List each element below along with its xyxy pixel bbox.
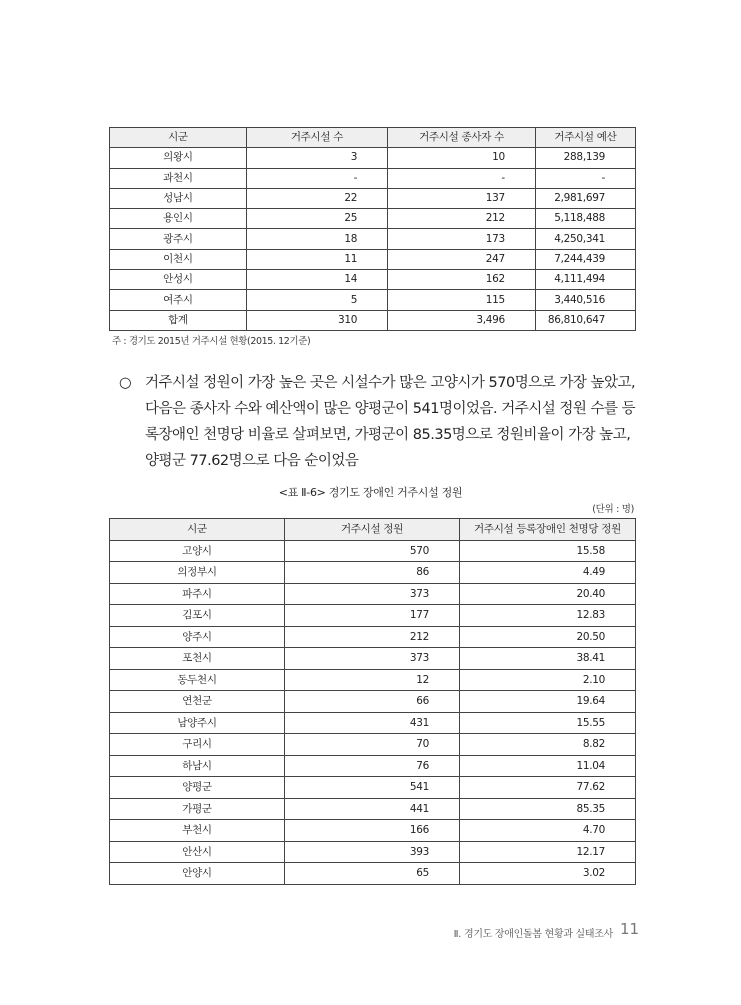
table-cell: 137 [388,188,536,208]
table-cell: 70 [285,734,460,756]
table-cell: 115 [388,290,536,310]
table-row [110,540,636,562]
table-row [110,712,636,734]
table-cell: 177 [285,605,460,627]
table-cell: 고양시 [110,540,285,562]
table-cell: 373 [285,583,460,605]
table-cell: 20.50 [460,626,636,648]
table-cell: 85.35 [460,798,636,820]
table-cell: 38.41 [460,648,636,670]
table-cell: 19.64 [460,691,636,713]
table-cell: 구리시 [110,734,285,756]
table-cell: 66 [285,691,460,713]
column-header: 거주시설 수 [246,128,387,148]
column-header: 거주시설 예산 [535,128,635,148]
table-row [110,229,636,249]
table-cell: 373 [285,648,460,670]
table-cell: 3,496 [388,310,536,330]
table-cell: 양주시 [110,626,285,648]
column-header: 거주시설 종사자 수 [388,128,536,148]
table-cell: 20.40 [460,583,636,605]
table-row [110,209,636,229]
table-cell: 합계 [110,310,247,330]
table-cell: 용인시 [110,209,247,229]
table-cell: 성남시 [110,188,247,208]
table-row [110,605,636,627]
table-row [110,148,636,168]
column-header: 거주시설 정원 [285,519,460,541]
table-row [110,734,636,756]
table-cell: 이천시 [110,249,247,269]
table-cell: - [388,168,536,188]
table-cell: 가평군 [110,798,285,820]
body-paragraph [119,370,644,474]
table-cell: 65 [285,863,460,885]
table-cell: 7,244,439 [535,249,635,269]
table-row [110,691,636,713]
table-row [110,249,636,269]
table-row [110,777,636,799]
table-cell: 의왕시 [110,148,247,168]
table-cell: 22 [246,188,387,208]
table-cell: 10 [388,148,536,168]
unit-label: (단위 : 명) [592,504,634,515]
table-cell: 5,118,488 [535,209,635,229]
table-row [110,310,636,330]
table-row [110,648,636,670]
table-cell: 393 [285,841,460,863]
table-cell: 212 [285,626,460,648]
table-cell: 12.17 [460,841,636,863]
table-header-row [110,128,636,148]
table-row [110,168,636,188]
table-row [110,669,636,691]
table-cell: 18 [246,229,387,249]
footer-section-title: Ⅱ. 경기도 장애인돌봄 현황과 실태조사 [453,929,613,940]
table-cell: 여주시 [110,290,247,310]
table-cell: 212 [388,209,536,229]
table-cell: 431 [285,712,460,734]
table-cell: 4,250,341 [535,229,635,249]
column-header: 시군 [110,128,247,148]
bullet-mark: ○ [119,375,132,391]
table-cell: 과천시 [110,168,247,188]
table-row [110,583,636,605]
table-row [110,626,636,648]
column-header: 거주시설 등록장애인 천명당 정원 [460,519,636,541]
table-row [110,798,636,820]
table-cell: 86,810,647 [535,310,635,330]
table-cell: 12.83 [460,605,636,627]
table-row [110,755,636,777]
table-cell: 남양주시 [110,712,285,734]
table-cell: 3,440,516 [535,290,635,310]
table-cell: - [246,168,387,188]
table-cell: 3 [246,148,387,168]
table-cell: 310 [246,310,387,330]
table-cell: 의정부시 [110,562,285,584]
table-cell: - [535,168,635,188]
table-cell: 광주시 [110,229,247,249]
table-cell: 김포시 [110,605,285,627]
table-cell: 안성시 [110,270,247,290]
facility-budget-table [109,127,636,331]
table-cell: 11.04 [460,755,636,777]
paragraph-text: 거주시설 정원이 가장 높은 곳은 시설수가 많은 고양시가 570명으로 가장 높았고, 다음은 종사자 수와 예산액이 많은 양평군이 541명이었음. 거주시설 정원 수를 등록장애인 천명당 비율로 살펴보면, 가평군이 85.35명으로 정원비율이 가장 높고, 양평군 77.62명으로 다음 순이었음 [145,375,636,469]
table-cell: 86 [285,562,460,584]
table-note: 주 : 경기도 2015년 거주시설 현황(2015. 12기준) [112,336,311,347]
table-row [110,820,636,842]
table-cell: 288,139 [535,148,635,168]
table-cell: 76 [285,755,460,777]
table-cell: 12 [285,669,460,691]
table-cell: 4.70 [460,820,636,842]
column-header: 시군 [110,519,285,541]
table-row [110,270,636,290]
table-cell: 166 [285,820,460,842]
table-cell: 4.49 [460,562,636,584]
table-cell: 안산시 [110,841,285,863]
table-cell: 15.55 [460,712,636,734]
table-cell: 양평군 [110,777,285,799]
table-cell: 14 [246,270,387,290]
table-cell: 파주시 [110,583,285,605]
table-cell: 173 [388,229,536,249]
table-cell: 8.82 [460,734,636,756]
table-cell: 15.58 [460,540,636,562]
table-cell: 2,981,697 [535,188,635,208]
table-row [110,841,636,863]
table-cell: 부천시 [110,820,285,842]
table-cell: 5 [246,290,387,310]
table-cell: 441 [285,798,460,820]
table-header-row [110,519,636,541]
table-cell: 하남시 [110,755,285,777]
table-cell: 안양시 [110,863,285,885]
table-cell: 3.02 [460,863,636,885]
table-row [110,562,636,584]
table-cell: 541 [285,777,460,799]
table-cell: 2.10 [460,669,636,691]
table-row [110,863,636,885]
table-row [110,290,636,310]
table-cell: 570 [285,540,460,562]
table-cell: 77.62 [460,777,636,799]
table-cell: 247 [388,249,536,269]
table-cell: 연천군 [110,691,285,713]
table-cell: 25 [246,209,387,229]
table-caption: <표 Ⅱ-6> 경기도 장애인 거주시설 정원 [278,486,463,499]
table-cell: 162 [388,270,536,290]
facility-capacity-table [109,518,636,885]
table-cell: 포천시 [110,648,285,670]
page-number: 11 [620,920,640,938]
table-cell: 4,111,494 [535,270,635,290]
table-cell: 동두천시 [110,669,285,691]
table-row [110,188,636,208]
table-cell: 11 [246,249,387,269]
